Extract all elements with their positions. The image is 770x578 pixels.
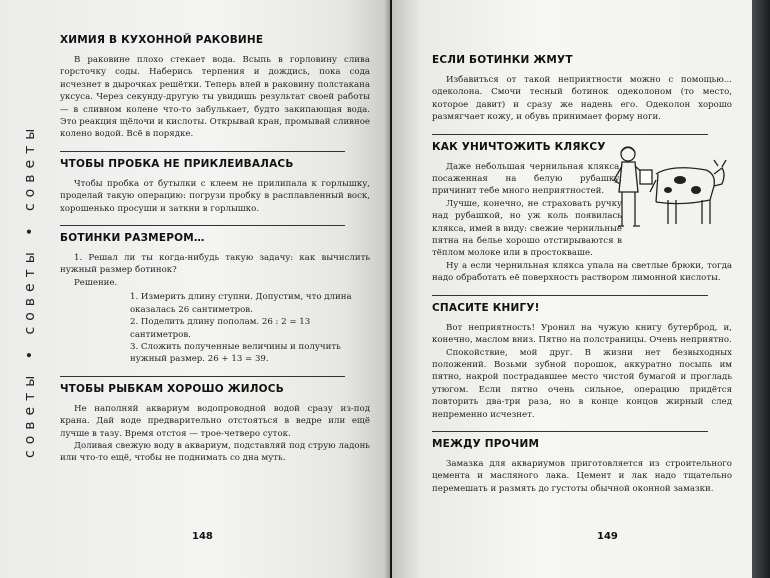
paragraph: Ну а если чернильная клякса упала на светлые брюки, тогда надо обработать её поверхность раствором лимонной кислоты. (432, 260, 732, 284)
steps-list (130, 291, 370, 365)
section-title: БОТИНКИ РАЗМЕРОМ… (60, 232, 205, 245)
section-title: СПАСИТЕ КНИГУ! (432, 301, 540, 314)
section-title: МЕЖДУ ПРОЧИМ (432, 437, 540, 450)
section-by-the-way (432, 438, 732, 495)
paragraph: Чтобы пробка от бутылки с клеем не прилипала к горлышку, проделай такую операцию: погрузи пробку в расплавленный воск, хорошенько просуши и заткни в горлышко. (60, 178, 370, 214)
section-cork (60, 158, 370, 215)
paragraph: В раковине плохо стекает вода. Всыпь в горловину слива горсточку соды. Наберись терпения и дождись, пока сода исчезнет в дырочках решётки. Теперь влей в раковину полстакана уксуса. Через секунду-другую ты увидишь результат своей работы — в сливном колене что-то забулькает, будто закипающая вода. Это реакция щёлочи и кислоты. Открывай кран, промывай сливное колено водой. Всё в порядке. (60, 55, 370, 140)
paragraph: Решение. (74, 277, 118, 288)
paragraph: Спокойствие, мой друг. В жизни нет безвыходных положений. Возьми зубной порошок, аккуратно посыпь им пятно, накрой пострадавшее место чистой бумагой и прогладь утюгом. Если пятно очень сильное, операцию придётся повторить два-три раза, но в конце концов жирный след непременно исчезнет. (432, 347, 732, 420)
paragraph: Доливая свежую воду в аквариум, подставляй под струю ладонь или что-то ещё, чтобы не поднимать со дна муть. (60, 440, 370, 464)
boy-and-cow-illustration (610, 140, 728, 232)
section-title: ЧТОБЫ РЫБКАМ ХОРОШО ЖИЛОСЬ (60, 382, 284, 395)
side-label: советы • советы • советы (22, 122, 38, 458)
paragraph: Не наполняй аквариум водопроводной водой сразу из-под крана. Дай воде предварительно отстояться в ведре или ещё лучше в тазу. Время отстоя — трое-четверо суток. (60, 403, 370, 439)
section-title: ХИМИЯ В КУХОННОЙ РАКОВИНЕ (60, 34, 264, 46)
section-shoe-size (60, 232, 370, 366)
paragraph: Замазка для аквариумов приготовляется из строительного цемента и масляного лака. Цемент и лак надо тщательно перемешать и размять до густоты обычной оконной замазки. (432, 458, 732, 494)
section-divider (60, 151, 345, 152)
section-aquarium (60, 383, 370, 465)
step-item: 3. Сложить полученные величины и получить нужный размер. 26 + 13 = 39. (130, 341, 341, 365)
section-divider (432, 134, 708, 135)
paragraph: 1. Решал ли ты когда-нибудь такую задачу: как вычислить нужный размер ботинок? (60, 253, 370, 276)
right-page (392, 0, 752, 578)
paragraph: Вот неприятность! Уронил на чужую книгу бутерброд, и, конечно, маслом вниз. Пятно на полстраницы. Очень неприятно. (432, 322, 732, 346)
page-number: 149 (597, 531, 618, 542)
step-item: 2. Поделить длину пополам. 26 : 2 = 13 сантиметров. (130, 317, 311, 340)
section-title: ЧТОБЫ ПРОБКА НЕ ПРИКЛЕИВАЛАСЬ (60, 157, 294, 170)
section-kitchen-sink (60, 34, 370, 141)
step-item: 1. Измерить длину ступни. Допустим, что длина оказалась 26 сантиметров. (130, 292, 352, 315)
section-divider (432, 295, 708, 296)
section-divider (60, 225, 345, 226)
page-number: 148 (192, 531, 213, 542)
section-title: КАК УНИЧТОЖИТЬ КЛЯКСУ (432, 140, 606, 153)
paragraph: Лучше, конечно, не страховать ручку над рубашкой, но уж коль появилась клякса, имей в виду: свежие чернильные пятна на белье хорошо отстирываются в тёплом молоке или в простокваше. (432, 198, 622, 259)
paragraph: Избавиться от такой неприятности можно с помощью... одеколона. Смочи тесный ботинок одеколоном (то место, которое давит) и сразу же надень его. Одеколон хорошо размягчает кожу, и обувь принимает форму ноги. (432, 75, 732, 123)
section-title: ЕСЛИ БОТИНКИ ЖМУТ (432, 54, 573, 66)
section-divider (432, 431, 708, 432)
section-tight-shoes (432, 54, 732, 124)
section-divider (60, 376, 345, 377)
background-edge (752, 0, 770, 578)
section-save-book (432, 302, 732, 421)
paragraph: Даже небольшая чернильная клякса, посаженная на белую рубашку, причинит тебе много неприятностей. (432, 161, 622, 197)
